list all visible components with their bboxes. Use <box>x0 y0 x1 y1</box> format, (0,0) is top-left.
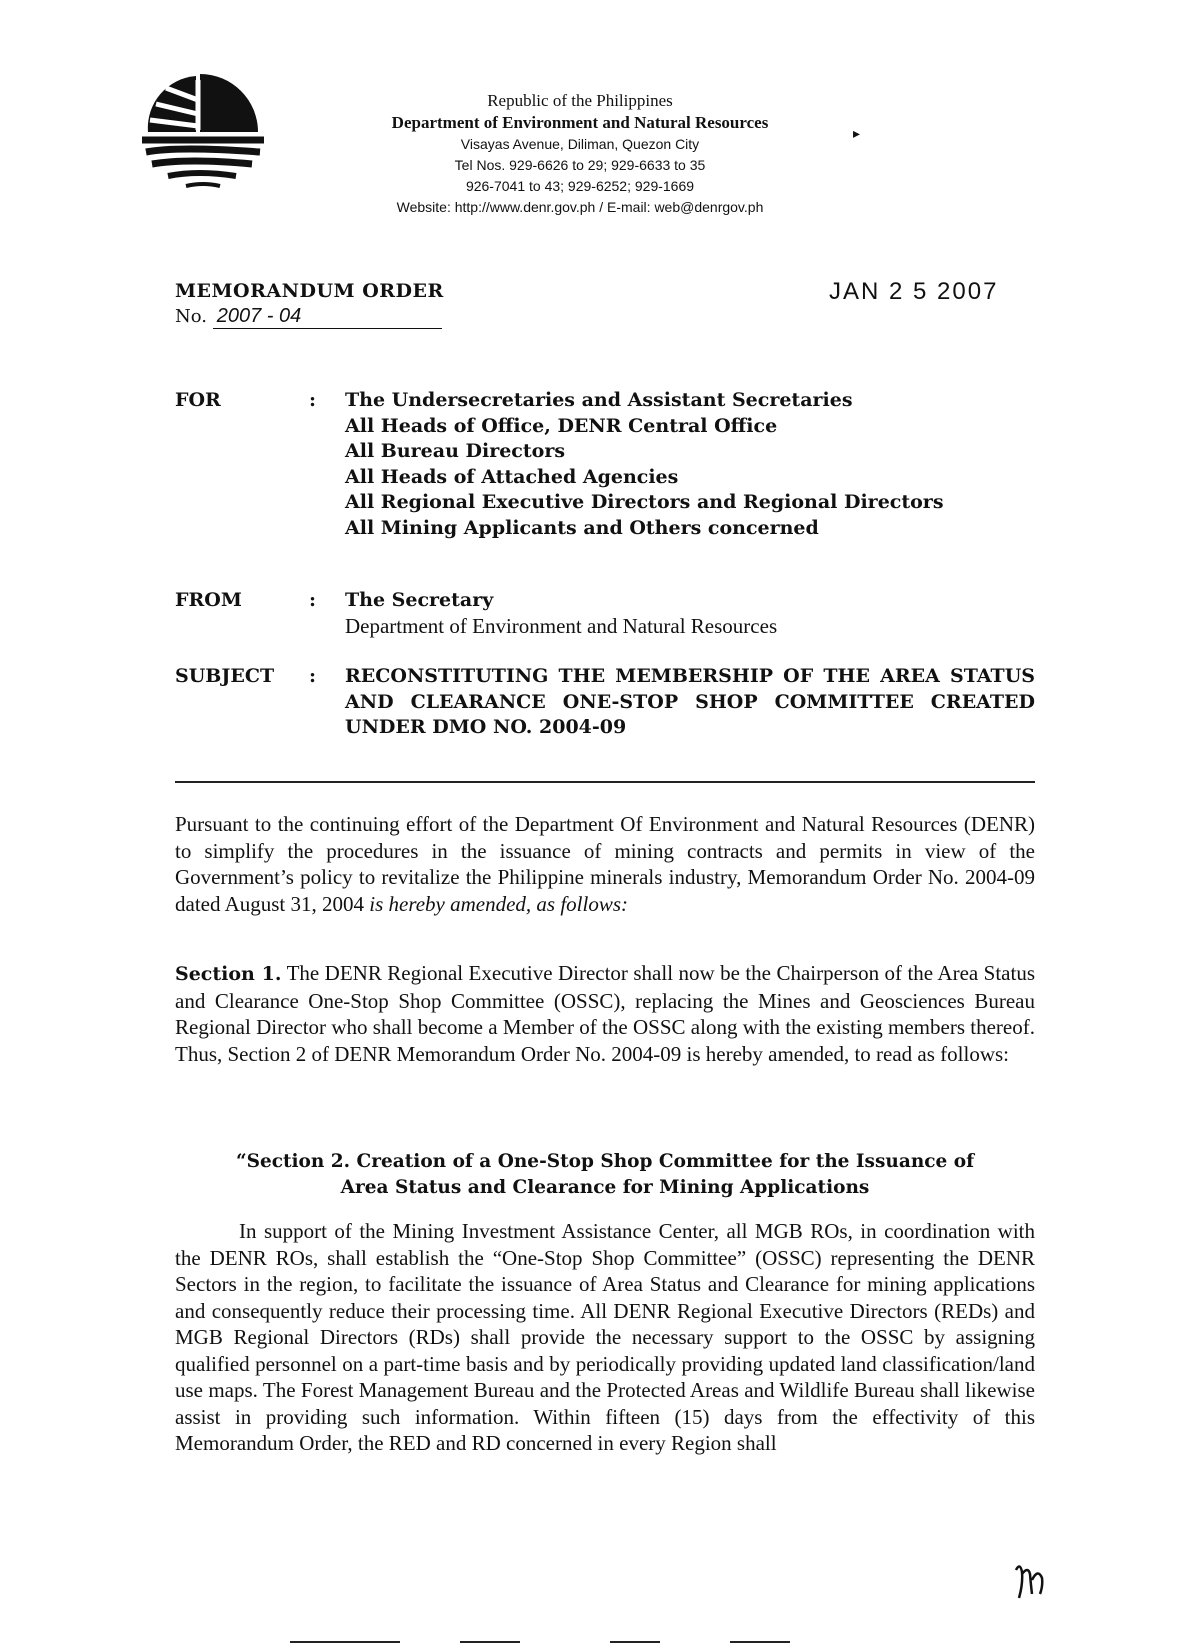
subject-text: RECONSTITUTING THE MEMBERSHIP OF THE AREA STATUS AND CLEARANCE ONE-STOP SHOP COMMITTEE CREATED UNDER DMO NO. 2004-09 <box>345 665 1035 738</box>
section-2-heading <box>175 1149 1035 1201</box>
section-1-paragraph <box>175 960 1035 1067</box>
section-2-heading-line-1: “Section 2. Creation of a One-Stop Shop Committee for the Issuance of <box>235 1151 975 1172</box>
subject-colon: : <box>309 665 317 687</box>
section-1-label: Section 1. <box>175 963 282 985</box>
from-office: Department of Environment and Natural Resources <box>345 613 778 638</box>
intro-italic-text: is hereby amended, as follows: <box>369 891 629 916</box>
recipient-item: All Heads of Office, DENR Central Office <box>345 414 778 437</box>
recipient-item: All Mining Applicants and Others concerned <box>345 516 819 539</box>
mark-icon: ▸ <box>853 126 861 142</box>
letterhead-web: Website: http://www.denr.gov.ph / E-mail: web@denrgov.ph <box>396 199 764 215</box>
memo-number-label: No. <box>175 306 207 327</box>
recipient-item: All Bureau Directors <box>345 440 566 462</box>
from-colon: : <box>309 589 317 611</box>
section-2-heading-line-2: Area Status and Clearance for Mining Applications <box>340 1177 870 1198</box>
from-name: The Secretary <box>345 589 494 611</box>
subject-block <box>175 664 1035 744</box>
subject-label: SUBJECT <box>175 665 275 687</box>
for-block <box>175 388 1035 548</box>
recipient-item: The Undersecretaries and Assistant Secretaries <box>345 389 853 411</box>
recipient-item: All Regional Executive Directors and Regional Directors <box>345 491 944 513</box>
handwritten-initials-icon <box>1010 1560 1050 1604</box>
from-sender <box>345 588 1035 639</box>
letterhead-tel-1: Tel Nos. 929-6626 to 29; 929-6633 to 35 <box>454 157 706 173</box>
letterhead-department: Department of Environment and Natural Resources <box>391 113 769 132</box>
memo-number <box>175 305 442 329</box>
from-block <box>175 588 1035 648</box>
letterhead-republic: Republic of the Philippines <box>487 91 673 110</box>
letterhead-address: Visayas Avenue, Diliman, Quezon City <box>460 136 700 152</box>
denr-logo-icon <box>138 70 268 194</box>
from-label: FROM <box>175 589 242 611</box>
letterhead-tel-2: 926-7041 to 43; 929-6252; 929-1669 <box>465 178 695 194</box>
divider <box>175 781 1035 783</box>
for-colon: : <box>309 389 317 411</box>
for-label: FOR <box>175 389 221 411</box>
letterhead <box>300 90 860 218</box>
intro-text: Pursuant to the continuing effort of the Department Of Environment and Natural Resources (DENR) to simplify the procedures in the issuance of mining contracts and permits in view of the Government’s policy to revitalize the Philippine minerals industry, Memorandum Order No. 2004-09 dated August 31, 2004 <box>175 812 1035 916</box>
memo-date: JAN 2 5 2007 <box>829 278 999 305</box>
section-1-text: The DENR Regional Executive Director shall now be the Chairperson of the Area Status and Clearance One-Stop Shop Committee (OSSC), replacing the Mines and Geosciences Bureau Regional Director who shall become a Member of the OSSC along with the existing members thereof. Thus, Section 2 of DENR Memorandum Order No. 2004-09 is hereby amended, to read as follows: <box>175 961 1036 1066</box>
for-recipients <box>345 388 1035 541</box>
intro-paragraph <box>175 811 1035 917</box>
memo-title: MEMORANDUM ORDER <box>175 280 444 302</box>
section-2-paragraph: In support of the Mining Investment Assistance Center, all MGB ROs, in coordination with the DENR ROs, shall establish the “One-Stop Shop Committee” (OSSC) representing the DENR Sectors in the region, to facilitate the issuance of Area Status and Clearance for mining applications and consequently reduce their processing time. All DENR Regional Executive Directors (REDs) and MGB Regional Directors (RDs) shall provide the necessary support to the OSSC by assigning qualified personnel on a part-time basis and by periodically providing updated land classification/land use maps. The Forest Management Bureau and the Protected Areas and Wildlife Bureau shall likewise assist in providing such information. Within fifteen (15) days from the effectivity of this Memorandum Order, the RED and RD concerned in every Region shall <box>175 1219 1035 1455</box>
memo-number-value: 2007 - 04 <box>213 305 442 329</box>
bottom-edge-marks <box>290 1640 1100 1644</box>
recipient-item: All Heads of Attached Agencies <box>345 465 679 488</box>
